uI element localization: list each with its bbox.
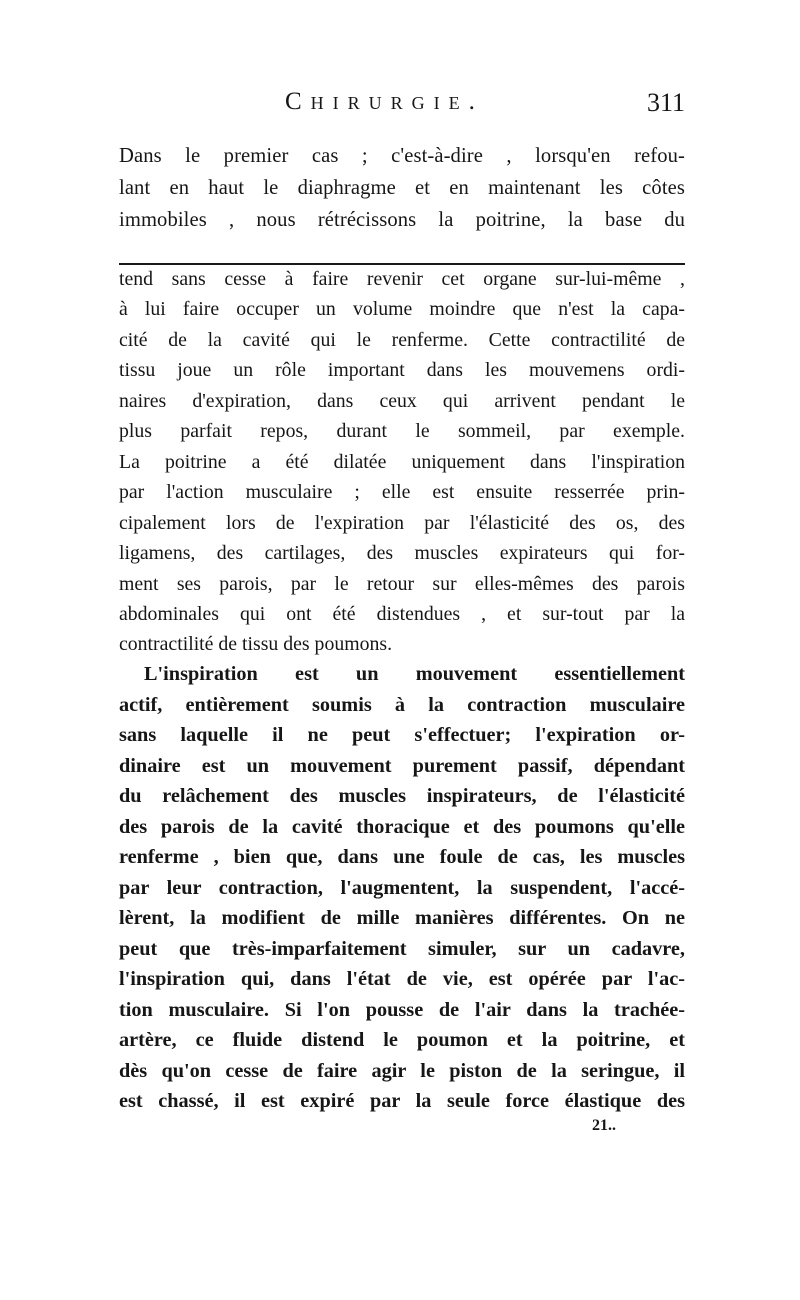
text-line: l'inspiration qui, dans l'état de vie, est opérée par l'ac- [119,968,685,990]
text-line: par l'action musculaire ; elle est ensuite resserrée prin- [119,481,685,503]
text-line: renferme , bien que, dans une foule de cas, les muscles [119,846,685,868]
text-line: Dans le premier cas ; c'est-à-dire , lorsqu'en refou- [119,145,685,167]
text-line: La poitrine a été dilatée uniquement dans l'inspiration [119,451,685,473]
text-line: contractilité de tissu des poumons. [119,633,393,655]
text-line: abdominales qui ont été distendues , et sur-tout par la [119,603,685,625]
text-line: immobiles , nous rétrécissons la poitrine, la base du [119,209,685,231]
text-line: cipalement lors de l'expiration par l'élasticité des os, des [119,512,685,534]
signature-mark: 21.. [592,1117,616,1134]
running-title: Chirurgie. [285,88,484,115]
text-line: ment ses parois, par le retour sur elles-mêmes des parois [119,573,685,595]
text-line: tissu joue un rôle important dans les mouvemens ordi- [119,359,685,381]
text-line: lant en haut le diaphragme et en maintenant les côtes [119,177,685,199]
text-line: naires d'expiration, dans ceux qui arrivent pendant le [119,390,685,412]
page-number: 311 [646,88,685,117]
text-line: ligamens, des cartilages, des muscles expirateurs qui for- [119,542,685,564]
text-line: dès qu'on cesse de faire agir le piston de la seringue, il [119,1060,685,1082]
text-line: tion musculaire. Si l'on pousse de l'air dans la trachée- [119,999,685,1021]
text-line: L'inspiration est un mouvement essentiellement [144,663,685,685]
text-line: cité de la cavité qui le renferme. Cette contractilité de [119,329,685,351]
text-line: est chassé, il est expiré par la seule force élastique des [119,1090,685,1112]
text-line: artère, ce fluide distend le poumon et la poitrine, et [119,1029,685,1051]
text-line: sans laquelle il ne peut s'effectuer; l'expiration or- [119,724,685,746]
text-line: peut que très-imparfaitement simuler, sur un cadavre, [119,938,685,960]
pasted-slip-divider [119,263,685,265]
text-line: dinaire est un mouvement purement passif, dépendant [119,755,685,777]
text-line: plus parfait repos, durant le sommeil, par exemple. [119,420,685,442]
text-line: des parois de la cavité thoracique et des poumons qu'elle [119,816,685,838]
running-head [120,88,685,128]
text-line: par leur contraction, l'augmentent, la suspendent, l'accé- [119,877,685,899]
text-line: à lui faire occuper un volume moindre que n'est la capa- [119,298,685,320]
text-line: du relâchement des muscles inspirateurs, de l'élasticité [119,785,685,807]
text-line: lèrent, la modifient de mille manières différentes. On ne [119,907,685,929]
text-line: tend sans cesse à faire revenir cet organe sur-lui-même , [119,268,685,290]
text-line: actif, entièrement soumis à la contraction musculaire [119,694,685,716]
